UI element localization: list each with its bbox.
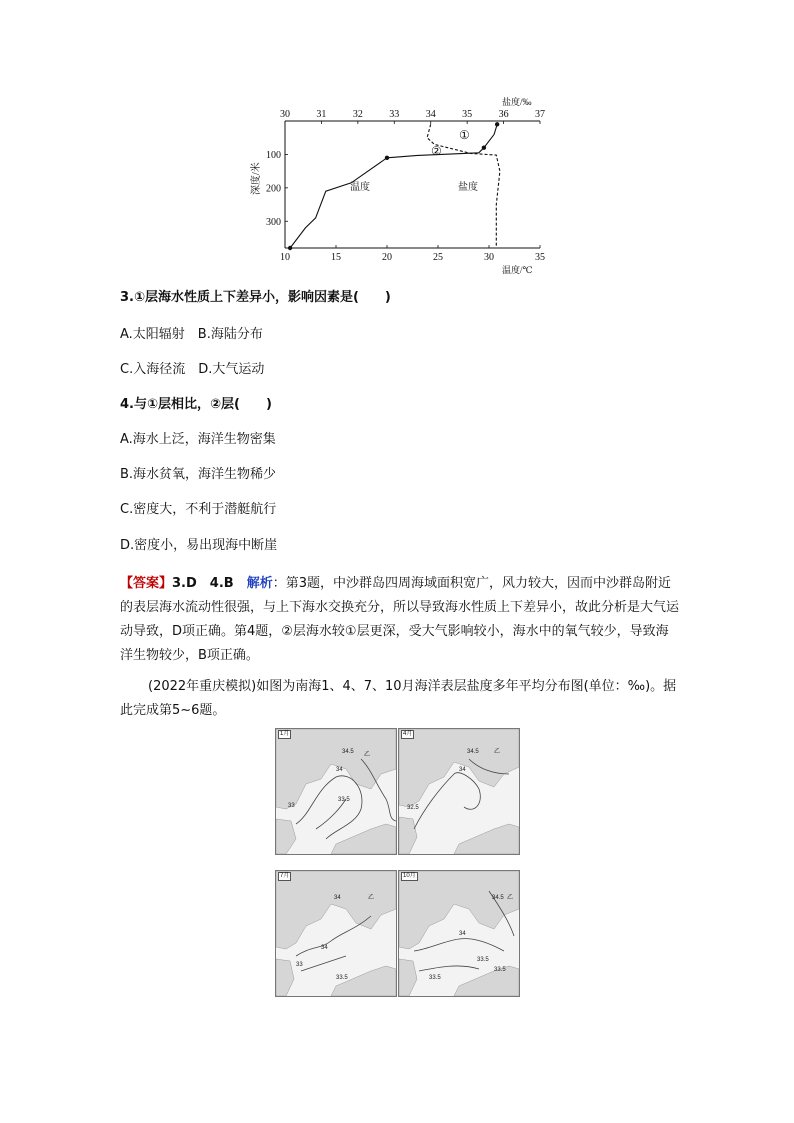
salinity-tick-label: 33: [389, 109, 400, 120]
map-july-label-3: 33: [296, 962, 303, 968]
salinity-tick-label: 37: [535, 109, 545, 120]
salinity-map-grid: [275, 728, 520, 996]
map-october-label-2: 34: [459, 931, 466, 937]
question-4-option-b: B.海水贫氧，海洋生物稀少: [120, 467, 277, 482]
depth-tick-label: 300: [266, 216, 281, 228]
question-3-options-ab: A.太阳辐射 B.海陆分布: [120, 327, 263, 342]
answer-tag: 【答案】: [120, 576, 173, 591]
intro-paragraph: (2022年重庆模拟)如图为南海1、4、7、10月海洋表层盐度多年平均分布图(单位：‰)。据此完成第5~6题。: [120, 679, 677, 718]
temperature-axis-title: 温度/℃: [502, 265, 533, 275]
map-april-label-3: 32.5: [407, 805, 419, 811]
answer-analysis: [120, 572, 680, 668]
map-april-label-1: 乙: [494, 749, 501, 755]
depth-axis-title: 深度/米: [251, 162, 262, 195]
map-october-drawing: [399, 871, 519, 996]
map-july-label-1: 乙: [368, 895, 375, 901]
map-july-label-4: 33.5: [336, 975, 348, 981]
salinity-tick-label: 32: [352, 109, 363, 120]
temperature-tick-label: 35: [535, 252, 545, 263]
depth-tick-label: 200: [266, 183, 281, 195]
map-january-label-1: 乙: [364, 752, 371, 758]
curve-marker-point: [288, 246, 292, 250]
map-october-label-0: 34.5: [492, 895, 504, 901]
curve-marker-point: [385, 156, 389, 160]
map-october-label-4: 33.5: [494, 967, 506, 973]
salinity-axis-title: 盐度/‰: [502, 97, 532, 107]
salinity-map-january: [275, 728, 397, 855]
map-april-label-2: 34: [459, 767, 466, 773]
map-july-label-2: 34: [321, 945, 328, 951]
map-october-label-5: 33.5: [429, 975, 441, 981]
map-january-label-4: 33: [288, 803, 295, 809]
temperature-curve-label: 温度: [350, 182, 370, 193]
depth-tick-labels: [266, 150, 281, 228]
map-july-label-0: 34: [334, 895, 341, 901]
layer-1-label: ①: [459, 128, 470, 142]
salinity-curve-label: 盐度: [458, 182, 478, 193]
question-3-options-cd: C.入海径流 D.大气运动: [120, 362, 265, 377]
axis-tick-marks: [285, 121, 540, 248]
map-january-label-3: 33.5: [338, 797, 350, 803]
map-april-month: 4月: [403, 731, 413, 737]
map-july-drawing: [276, 871, 396, 996]
temperature-salinity-depth-chart: [240, 95, 560, 280]
map-july-month: 7月: [280, 873, 290, 879]
temperature-tick-label: 25: [433, 252, 443, 263]
map-april-drawing: [399, 729, 519, 854]
salinity-tick-labels: [280, 109, 545, 120]
salinity-tick-label: 31: [316, 109, 327, 120]
salinity-tick-label: 36: [498, 109, 509, 120]
temperature-tick-label: 20: [382, 252, 392, 263]
map-april-label-0: 34.5: [467, 749, 479, 755]
salinity-map-july: [275, 870, 397, 997]
temperature-tick-label: 30: [484, 252, 494, 263]
map-january-month: 1月: [280, 731, 290, 737]
layer-2-label: ②: [431, 144, 442, 158]
curve-marker-point: [495, 122, 499, 126]
question-4-option-c: C.密度大，不利于潜艇航行: [120, 502, 277, 517]
answer-values: 3.D 4.B: [172, 576, 247, 591]
map-january-label-0: 34.5: [342, 749, 354, 755]
map-january-drawing: [276, 729, 396, 854]
analysis-text: ：第3题，中沙群岛四周海域面积宽广，风力较大，因而中沙群岛附近的表层海水流动性很强，与上下海水交换充分，所以导致海水性质上下差异小，故此分析是大气运动导致，D项正确。第4题，②层海水较①层更深，受大气影响较小，海水中的氧气较少，导致海洋生物较少，B项正确。: [120, 576, 680, 663]
salinity-tick-label: 30: [280, 109, 290, 120]
salinity-map-april: [398, 728, 520, 855]
temperature-tick-label: 15: [331, 252, 341, 263]
map-january-label-2: 34: [336, 767, 343, 773]
temperature-tick-labels: [280, 252, 545, 263]
curve-marker-point: [482, 146, 486, 150]
temperature-tick-label: 10: [280, 252, 290, 263]
question-4-option-a: A.海水上泛，海洋生物密集: [120, 432, 276, 447]
question-3: 3.①层海水性质上下差异小，影响因素是( ): [120, 290, 391, 305]
map-october-label-3: 33.5: [477, 957, 489, 963]
analysis-tag: 解析: [246, 576, 273, 591]
map-october-label-1: 乙: [507, 895, 514, 901]
salinity-tick-label: 35: [462, 109, 473, 120]
salinity-map-october: [398, 870, 520, 997]
question-4-option-d: D.密度小，易出现海中断崖: [120, 538, 278, 553]
question-4: 4.与①层相比，②层( ): [120, 397, 272, 412]
map-october-month: 10月: [403, 873, 416, 879]
salinity-tick-label: 34: [425, 109, 436, 120]
depth-tick-label: 100: [266, 149, 281, 161]
